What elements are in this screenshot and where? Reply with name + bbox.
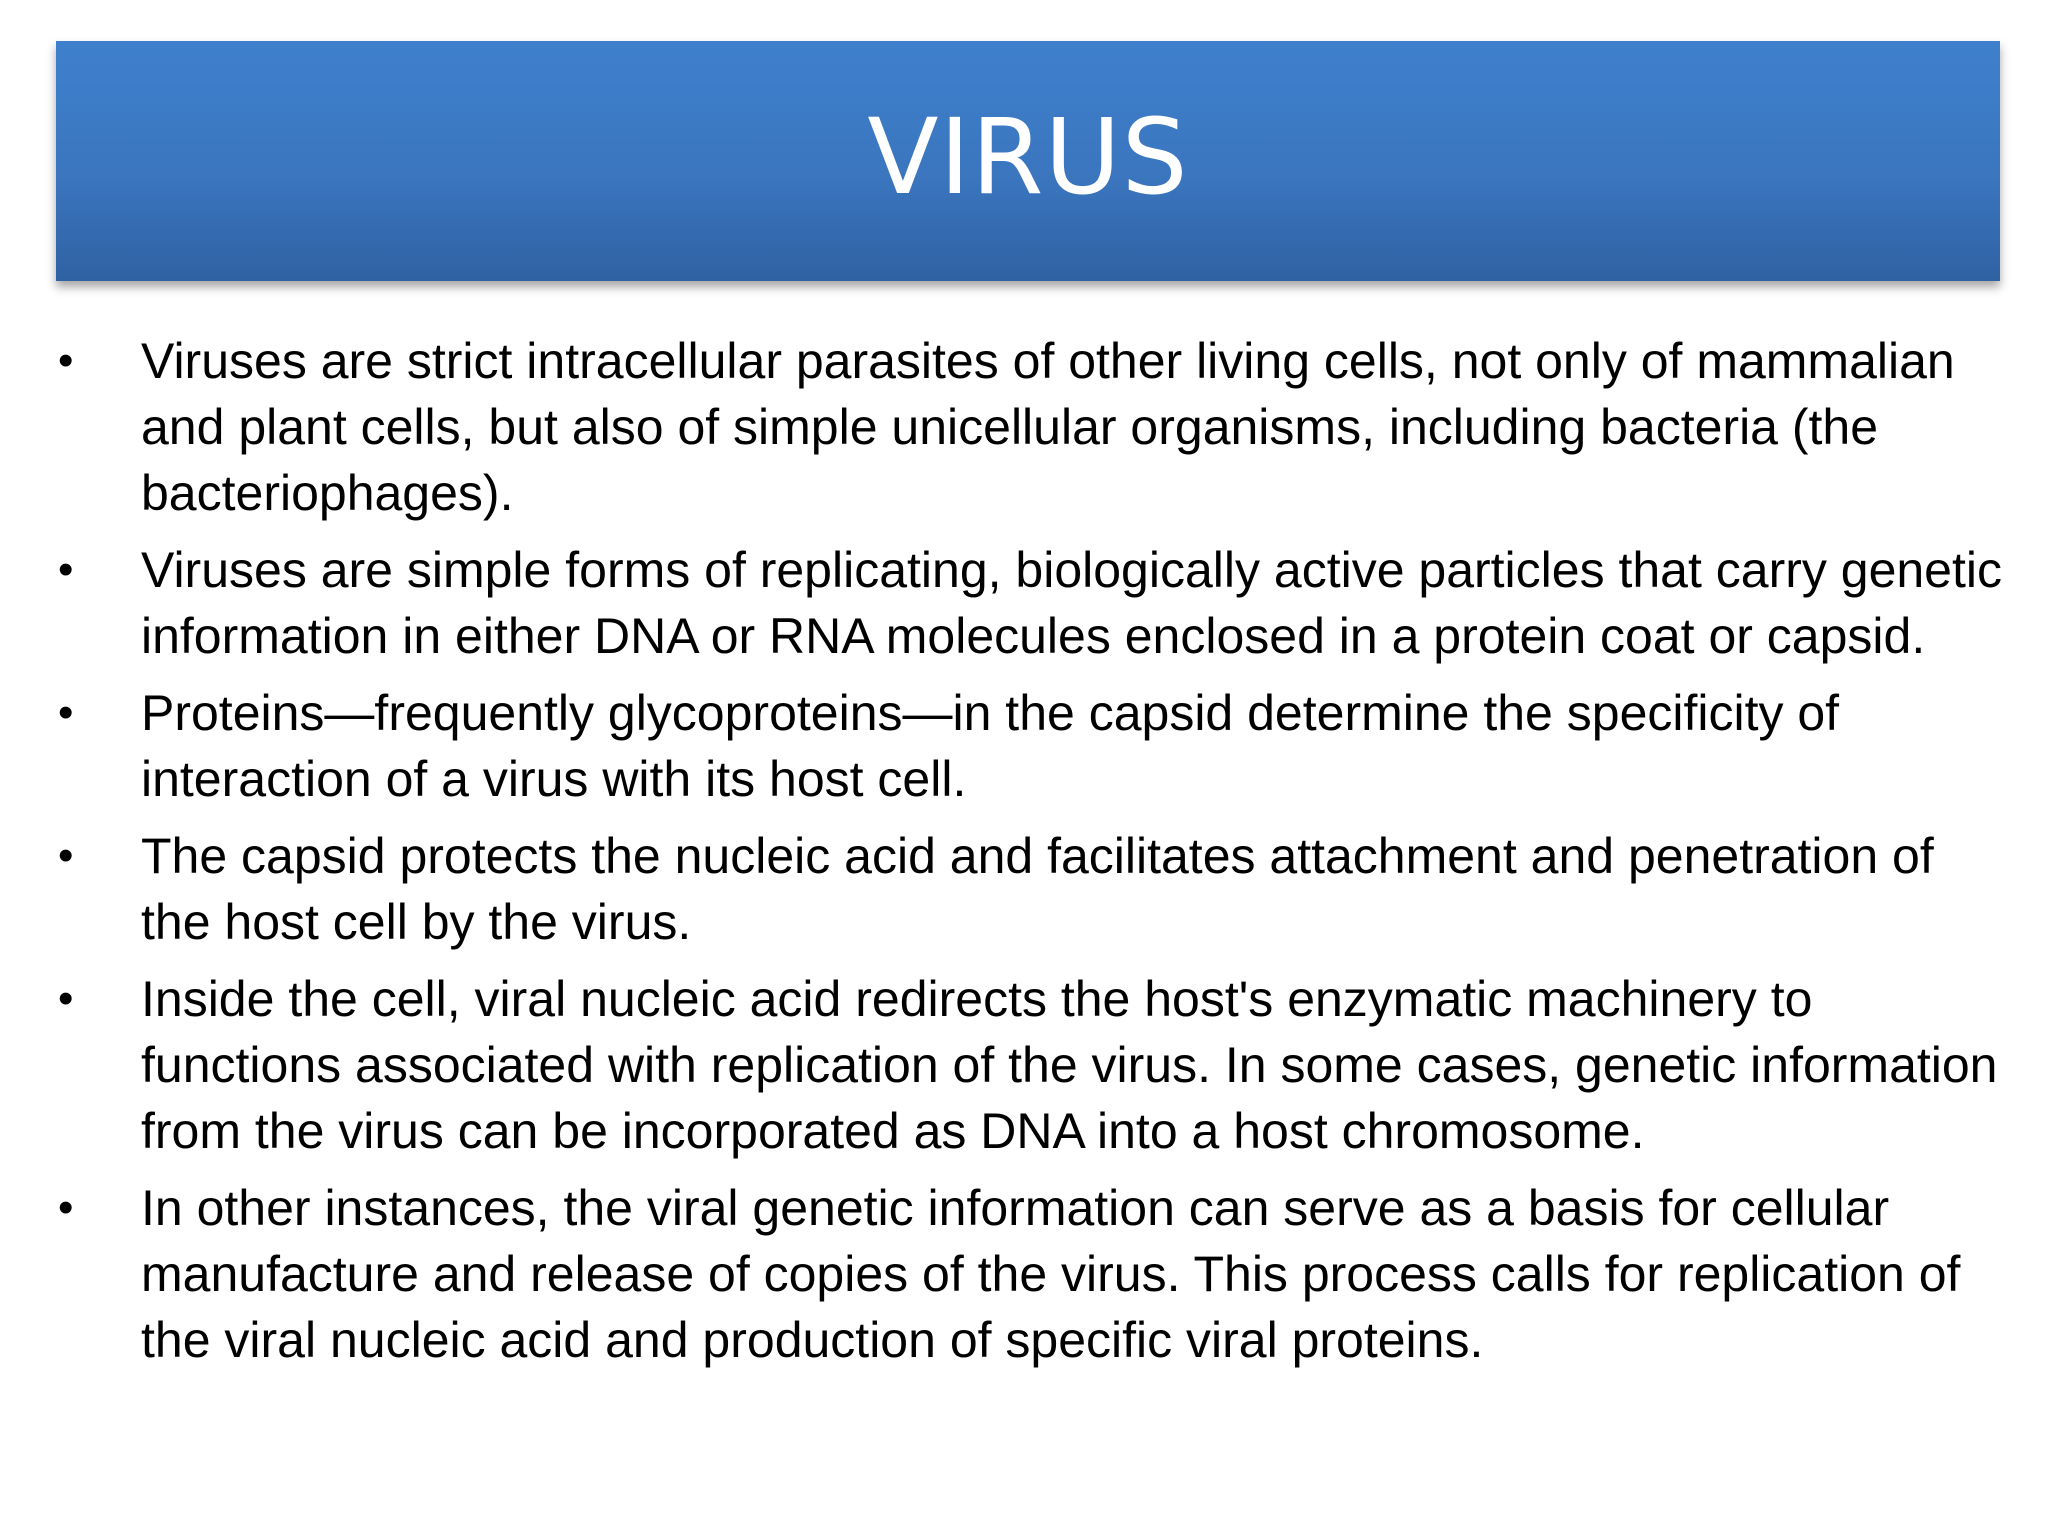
bullet-item <box>56 966 2006 1164</box>
bullet-list <box>56 328 2006 1384</box>
bullet-dot-icon: • <box>58 974 74 1023</box>
slide-title: VIRUS <box>867 96 1189 218</box>
bullet-text: Proteins—frequently glycoproteins—in the capsid determine the specificity of interaction of a virus with its host cell. <box>141 685 1840 807</box>
slide-title-bar <box>56 41 2000 281</box>
bullet-dot-icon: • <box>58 336 74 385</box>
bullet-text: In other instances, the viral genetic information can serve as a basis for cellular manufacture and release of copies of the virus. This process calls for replication of the viral nucleic acid and production of specific viral proteins. <box>141 1180 1961 1368</box>
bullet-item <box>56 1175 2006 1373</box>
bullet-dot-icon: • <box>58 688 74 737</box>
bullet-dot-icon: • <box>58 1183 74 1232</box>
bullet-item <box>56 680 2006 812</box>
bullet-item <box>56 328 2006 526</box>
bullet-text: Inside the cell, viral nucleic acid redirects the host's enzymatic machinery to functions associated with replication of the virus. In some cases, genetic information from the virus can be incorporated as DNA into a host chromosome. <box>141 971 1998 1159</box>
bullet-dot-icon: • <box>58 831 74 880</box>
bullet-text: Viruses are simple forms of replicating, biologically active particles that carry genetic information in either DNA or RNA molecules enclosed in a protein coat or capsid. <box>141 542 2002 664</box>
bullet-text: Viruses are strict intracellular parasites of other living cells, not only of mammalian and plant cells, but also of simple unicellular organisms, including bacteria (the bacteriophages). <box>141 333 1955 521</box>
bullet-text: The capsid protects the nucleic acid and facilitates attachment and penetration of the host cell by the virus. <box>141 828 1934 950</box>
bullet-item <box>56 537 2006 669</box>
bullet-dot-icon: • <box>58 545 74 594</box>
bullet-item <box>56 823 2006 955</box>
